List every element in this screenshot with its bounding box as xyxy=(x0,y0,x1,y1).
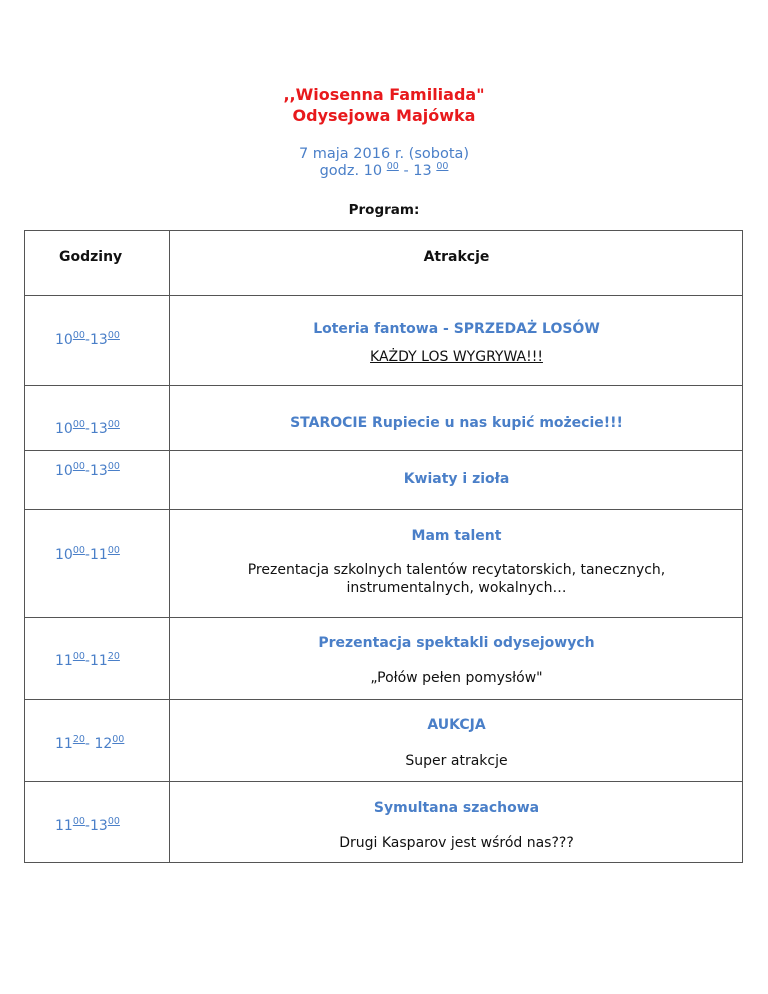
attraction-title: Kwiaty i zioła xyxy=(403,471,510,487)
column-header-hours: Godziny xyxy=(59,249,123,265)
row-divider xyxy=(25,295,742,296)
row-time: $11^{00}-11^{20}$ xyxy=(55,651,120,669)
event-hours-end-minutes: 00 xyxy=(436,161,449,172)
event-hours-start-minutes: 00 xyxy=(386,161,399,172)
event-date: 7 maja 2016 r. (sobota) xyxy=(298,146,470,162)
attraction-title: Loteria fantowa - SPRZEDAŻ LOSÓW xyxy=(313,321,600,337)
attraction-title: AUKCJA xyxy=(427,717,486,733)
event-hours-end: - 13 xyxy=(403,163,432,179)
attraction-title: Symultana szachowa xyxy=(373,800,540,816)
row-divider xyxy=(25,617,742,618)
event-hours-start: godz. 10 xyxy=(319,163,383,179)
event-title-line-2: Odysejowa Majówka xyxy=(292,106,476,125)
row-divider xyxy=(25,699,742,700)
program-label: Program: xyxy=(348,202,420,218)
column-header-attractions: Atrakcje xyxy=(423,249,490,265)
attraction-description: Prezentacja szkolnych talentów recytatorskich, tanecznych, instrumentalnych, wokalnych… xyxy=(247,562,666,596)
row-time: $10^{00}-13^{00}$ xyxy=(55,461,120,479)
attraction-title: STAROCIE Rupiecie u nas kupić możecie!!! xyxy=(290,415,623,431)
row-divider xyxy=(25,450,742,451)
attraction-description: KAŻDY LOS WYGRYWA!!! xyxy=(370,349,543,365)
event-hours xyxy=(0,162,768,180)
row-divider xyxy=(25,781,742,782)
row-time: $11^{00}-13^{00}$ xyxy=(55,816,120,834)
attraction-description: Super atrakcje xyxy=(405,753,508,769)
row-time: $10^{00}-13^{00}$ xyxy=(55,419,120,437)
row-divider xyxy=(25,385,742,386)
attraction-description: Drugi Kasparov jest wśród nas??? xyxy=(339,835,574,851)
row-time: $10^{00}-13^{00}$ xyxy=(55,330,120,348)
row-time: $11^{20}-$ $12^{00}$ xyxy=(55,734,125,752)
attraction-description: „Połów pełen pomysłów" xyxy=(370,670,543,686)
row-divider xyxy=(25,509,742,510)
program-table xyxy=(24,230,743,863)
row-time: $10^{00}-11^{00}$ xyxy=(55,545,120,563)
attraction-title: Mam talent xyxy=(411,528,502,544)
event-title-line-1: ,,Wiosenna Familiada" xyxy=(283,85,485,104)
attraction-title: Prezentacja spektakli odysejowych xyxy=(318,635,595,651)
